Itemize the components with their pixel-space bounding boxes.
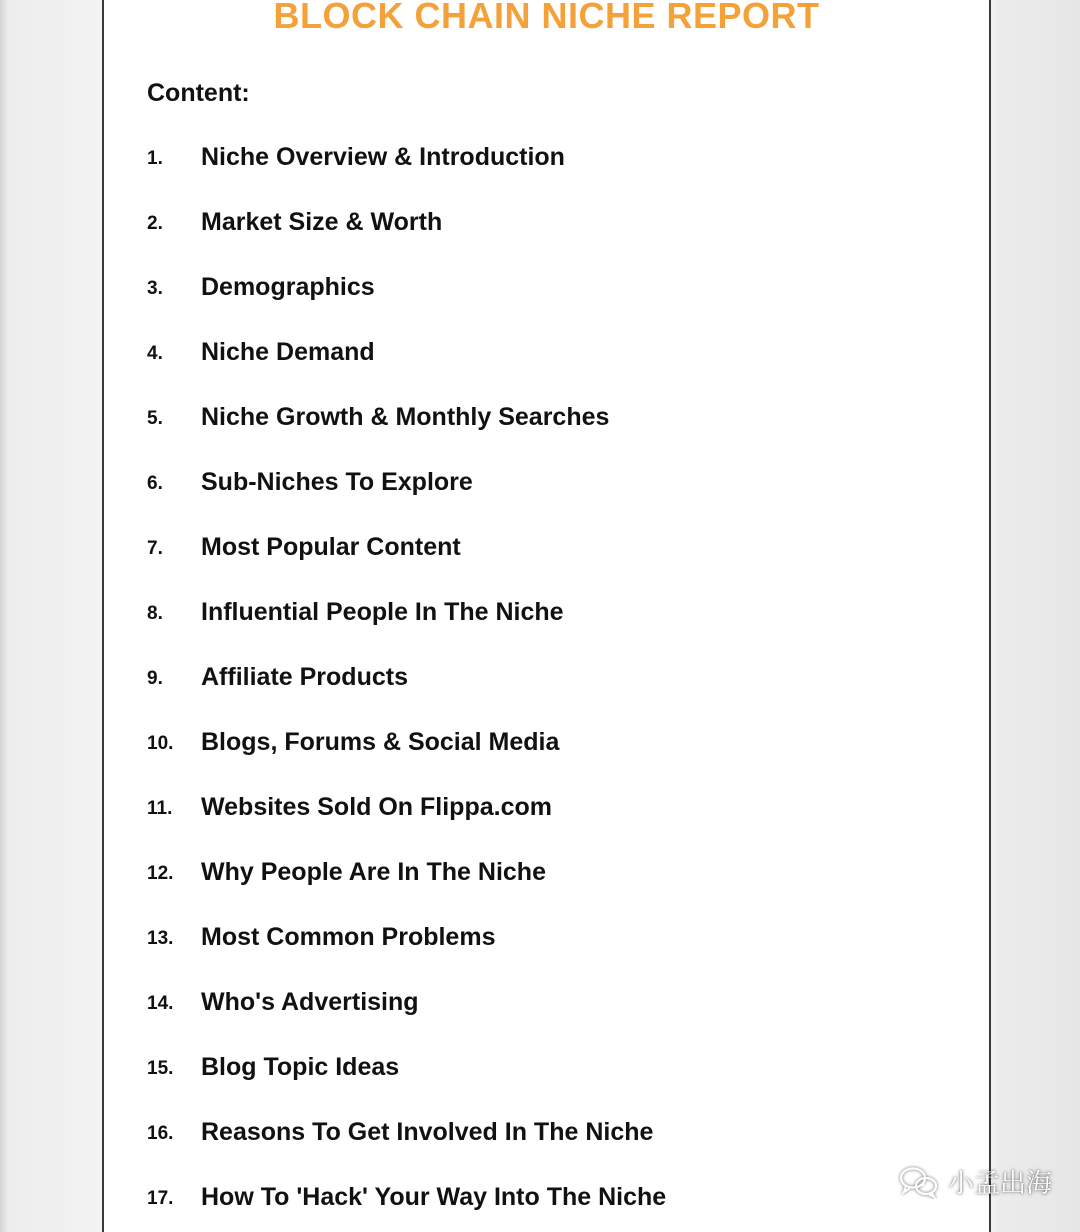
- toc-label: Niche Growth & Monthly Searches: [201, 403, 610, 431]
- toc-item: [104, 857, 989, 922]
- toc-number: 1.: [147, 148, 163, 169]
- toc-label: Who's Advertising: [201, 988, 419, 1016]
- toc-number: 5.: [147, 408, 163, 429]
- toc-label: How To 'Hack' Your Way Into The Niche: [201, 1183, 667, 1211]
- toc-item: [104, 922, 989, 987]
- toc-label: Market Size & Worth: [201, 208, 443, 236]
- toc-label: Niche Demand: [201, 338, 375, 366]
- toc-number: 2.: [147, 213, 163, 234]
- toc-item: [104, 337, 989, 402]
- toc-item: [104, 1182, 989, 1232]
- toc-number: 16.: [147, 1123, 174, 1144]
- toc-number: 7.: [147, 538, 163, 559]
- toc-item: [104, 272, 989, 337]
- toc-item: [104, 662, 989, 727]
- toc-item: [104, 987, 989, 1052]
- toc-label: Why People Are In The Niche: [201, 858, 546, 886]
- document-page: [102, 0, 991, 1232]
- toc-label: Websites Sold On Flippa.com: [201, 793, 552, 821]
- toc-number: 9.: [147, 668, 163, 689]
- toc-item: [104, 402, 989, 467]
- toc-item: [104, 142, 989, 207]
- toc-number: 3.: [147, 278, 163, 299]
- toc-label: Most Popular Content: [201, 533, 461, 561]
- toc-item: [104, 1117, 989, 1182]
- content-heading: Content:: [147, 79, 250, 107]
- toc-label: Blogs, Forums & Social Media: [201, 728, 560, 756]
- toc-item: [104, 727, 989, 792]
- toc-item: [104, 207, 989, 272]
- table-of-contents: [104, 142, 989, 1232]
- report-title: BLOCK CHAIN NICHE REPORT: [273, 0, 820, 36]
- toc-label: Sub-Niches To Explore: [201, 468, 473, 496]
- wechat-icon: [898, 1165, 940, 1199]
- toc-number: 17.: [147, 1188, 174, 1209]
- toc-number: 10.: [147, 733, 174, 754]
- toc-item: [104, 1052, 989, 1117]
- toc-label: Demographics: [201, 273, 375, 301]
- toc-label: Influential People In The Niche: [201, 598, 564, 626]
- toc-label: Niche Overview & Introduction: [201, 143, 565, 171]
- toc-label: Affiliate Products: [201, 663, 408, 691]
- toc-number: 11.: [147, 798, 173, 819]
- toc-number: 12.: [147, 863, 174, 884]
- watermark-text: 小孟出海: [947, 1169, 1052, 1199]
- toc-number: 4.: [147, 343, 163, 364]
- toc-number: 14.: [147, 993, 174, 1014]
- toc-label: Reasons To Get Involved In The Niche: [201, 1118, 654, 1146]
- toc-item: [104, 792, 989, 857]
- toc-label: Most Common Problems: [201, 923, 496, 951]
- toc-number: 6.: [147, 473, 163, 494]
- toc-label: Blog Topic Ideas: [201, 1053, 400, 1081]
- watermark: [898, 1163, 1052, 1200]
- toc-number: 13.: [147, 928, 174, 949]
- toc-number: 8.: [147, 603, 163, 624]
- toc-item: [104, 467, 989, 532]
- toc-number: 15.: [147, 1058, 174, 1079]
- toc-item: [104, 532, 989, 597]
- toc-item: [104, 597, 989, 662]
